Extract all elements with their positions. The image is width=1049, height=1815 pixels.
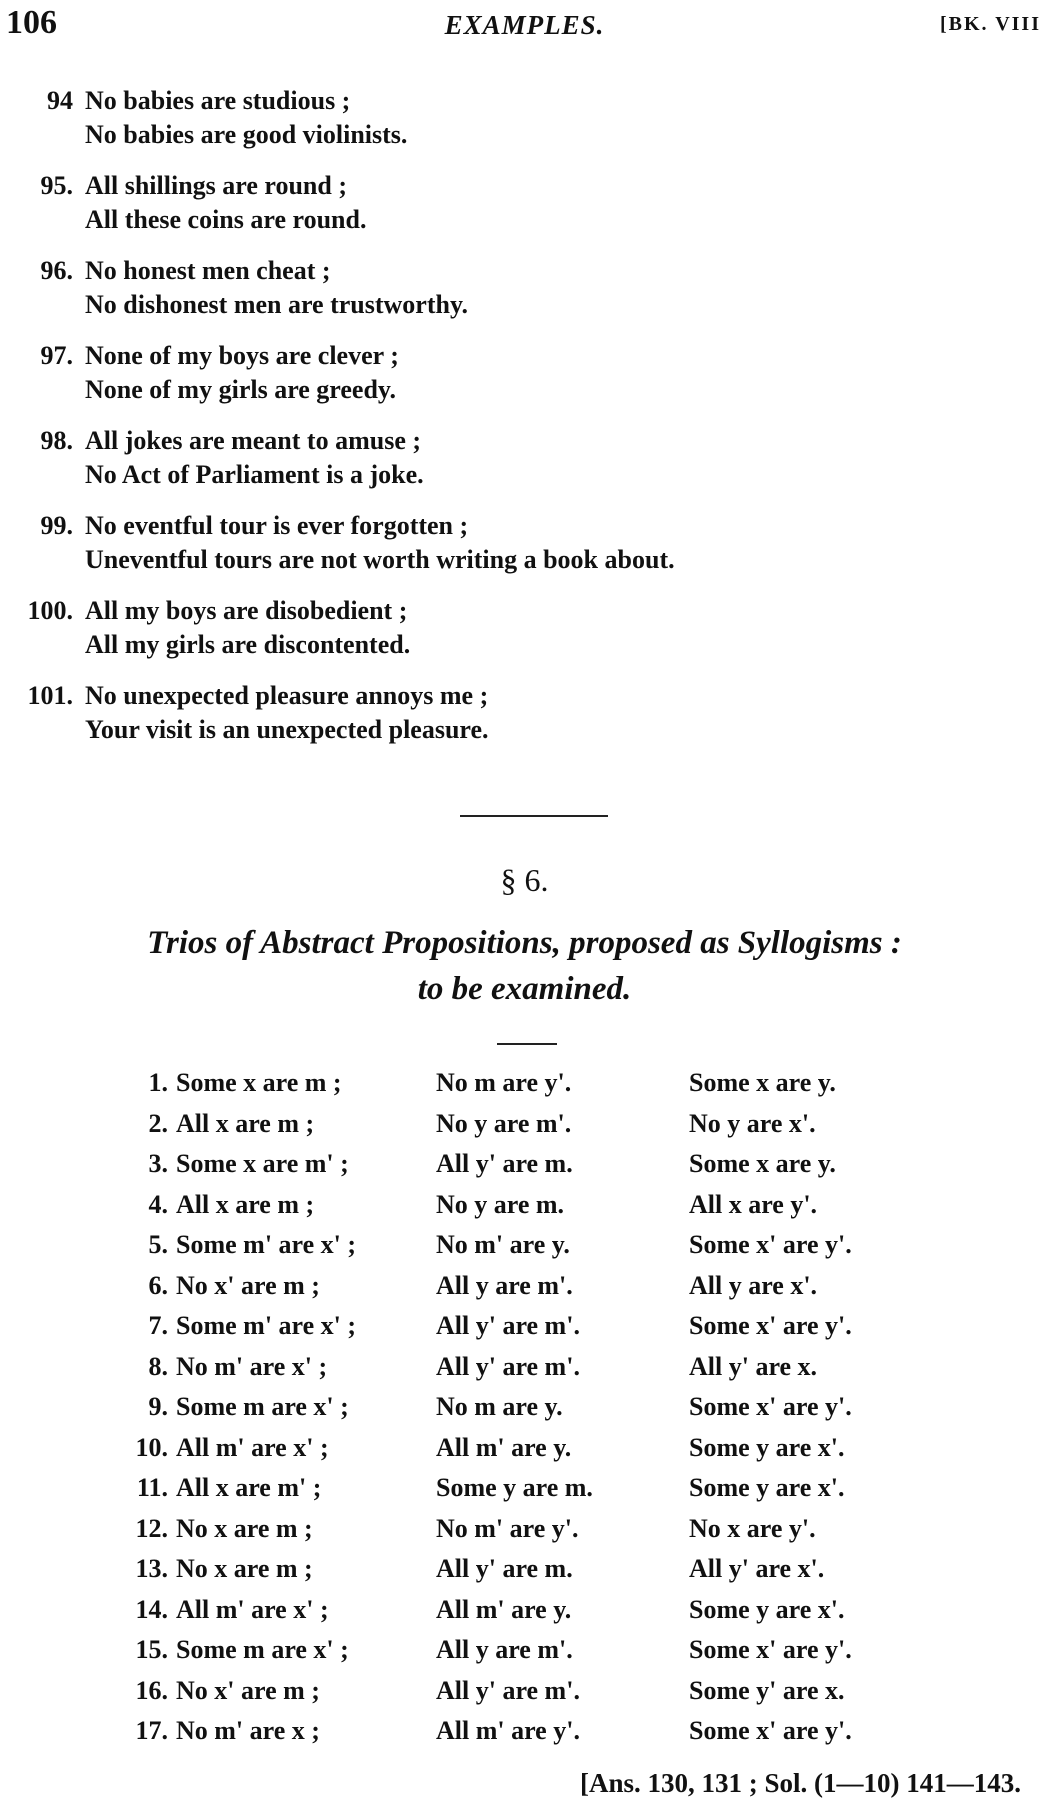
example-item: [0, 169, 1049, 237]
trio-premise-2: All m' are y.: [436, 1594, 572, 1624]
trio-row: [0, 1109, 1049, 1150]
trio-premise-1: No x' are m ;: [176, 1270, 320, 1300]
trio-row: [0, 1473, 1049, 1514]
trio-premise-2: All y' are m'.: [436, 1311, 580, 1340]
trio-number: 10.: [135, 1432, 168, 1462]
premise-line: No dishonest men are trustworthy.: [85, 290, 469, 319]
trio-premise-2: Some y are m.: [436, 1473, 593, 1502]
trio-row: [0, 1230, 1049, 1271]
example-number: 96.: [40, 256, 73, 285]
trio-premise-2: No m are y.: [436, 1392, 563, 1421]
trio-conclusion: All y' are x'.: [689, 1554, 825, 1583]
trio-row: [0, 1433, 1049, 1474]
answers-reference: [Ans. 130, 131 ; Sol. (1—10) 141—143.: [579, 1768, 1021, 1798]
trio-premise-1: No x are m ;: [176, 1554, 313, 1583]
trio-number: 2.: [148, 1108, 168, 1138]
trio-premise-2: No m' are y'.: [436, 1513, 579, 1543]
trio-number: 6.: [148, 1270, 168, 1300]
premise-line: No unexpected pleasure annoys me ;: [85, 681, 489, 710]
trio-conclusion: Some x' are y'.: [689, 1716, 852, 1745]
page-number: 106: [6, 4, 57, 41]
trio-number: 8.: [148, 1351, 168, 1381]
trio-premise-2: All y' are m'.: [436, 1675, 580, 1705]
premise-line: Uneventful tours are not worth writing a book about.: [85, 545, 675, 574]
trio-conclusion: Some y' are x.: [689, 1675, 845, 1705]
trio-premise-1: Some m' are x' ;: [176, 1311, 357, 1340]
page-header: [0, 4, 1049, 48]
trio-premise-2: No y are m'.: [436, 1108, 572, 1138]
trio-premise-2: All y are m'.: [436, 1635, 573, 1664]
trio-number: 16.: [135, 1675, 168, 1705]
trio-number: 15.: [135, 1635, 168, 1664]
example-number: 101.: [27, 681, 73, 710]
trio-row: [0, 1190, 1049, 1231]
trio-premise-1: Some x are m ;: [176, 1068, 342, 1097]
trio-conclusion: All x are y'.: [689, 1189, 818, 1219]
example-item: [0, 339, 1049, 407]
premise-line: None of my boys are clever ;: [85, 341, 399, 370]
section-title-line-1: Trios of Abstract Propositions, proposed as Syllogisms :: [147, 925, 902, 961]
trio-premise-1: Some m are x' ;: [176, 1635, 349, 1664]
trio-row: [0, 1149, 1049, 1190]
trio-conclusion: Some x' are y'.: [689, 1311, 852, 1340]
trio-conclusion: No x are y'.: [689, 1513, 816, 1543]
example-number: 94: [47, 86, 73, 115]
premise-line: No honest men cheat ;: [85, 256, 331, 285]
trio-number: 3.: [148, 1149, 168, 1178]
trio-row: [0, 1554, 1049, 1595]
example-premises: [85, 424, 424, 492]
premise-line: All jokes are meant to amuse ;: [85, 426, 422, 455]
trio-conclusion: All y are x'.: [689, 1270, 818, 1300]
premise-line: All these coins are round.: [85, 205, 367, 234]
trio-premise-1: No x are m ;: [176, 1513, 313, 1543]
trio-premise-2: All y' are m.: [436, 1554, 573, 1583]
example-item: [0, 594, 1049, 662]
premise-line: All shillings are round ;: [85, 171, 347, 200]
trio-number: 5.: [148, 1230, 168, 1259]
section-divider: [460, 815, 608, 817]
trio-premise-1: Some m are x' ;: [176, 1392, 349, 1421]
trio-premise-1: Some x are m' ;: [176, 1149, 349, 1178]
example-premises: [85, 594, 410, 662]
trio-premise-1: No m' are x' ;: [176, 1351, 328, 1381]
trio-conclusion: Some x are y.: [689, 1149, 836, 1178]
trio-row: [0, 1635, 1049, 1676]
trio-premise-2: All y' are m.: [436, 1149, 573, 1178]
trio-row: [0, 1068, 1049, 1109]
trio-premise-1: All x are m ;: [176, 1189, 315, 1219]
example-item: [0, 84, 1049, 152]
trio-number: 7.: [148, 1311, 168, 1340]
trio-premise-2: No m' are y.: [436, 1230, 570, 1259]
trio-row: [0, 1352, 1049, 1393]
premise-line: No Act of Parliament is a joke.: [85, 460, 424, 489]
trio-conclusion: Some x' are y'.: [689, 1392, 852, 1421]
trio-premise-2: All m' are y'.: [436, 1716, 580, 1745]
trio-row: [0, 1716, 1049, 1757]
trio-conclusion: Some x' are y'.: [689, 1230, 852, 1259]
trio-row: [0, 1676, 1049, 1717]
example-number: 97.: [40, 341, 73, 370]
trio-premise-2: No y are m.: [436, 1189, 565, 1219]
examples-list: [0, 84, 1049, 764]
trio-number: 9.: [148, 1392, 168, 1421]
trio-conclusion: All y' are x.: [689, 1351, 818, 1381]
premise-line: All my girls are discontented.: [85, 630, 411, 659]
trio-row: [0, 1595, 1049, 1636]
example-premises: [85, 169, 366, 237]
premise-line: None of my girls are greedy.: [85, 375, 396, 404]
premise-line: No babies are good violinists.: [85, 120, 408, 149]
trio-premise-2: All m' are y.: [436, 1432, 572, 1462]
example-item: [0, 424, 1049, 492]
title-divider: [497, 1043, 557, 1045]
premise-line: All my boys are disobedient ;: [85, 596, 408, 625]
trio-premise-1: All m' are x' ;: [176, 1594, 329, 1624]
trio-premise-1: No x' are m ;: [176, 1675, 320, 1705]
example-number: 99.: [40, 511, 73, 540]
example-item: [0, 679, 1049, 747]
trio-conclusion: Some y are x'.: [689, 1473, 845, 1502]
section-number: § 6.: [500, 862, 549, 898]
premise-line: Your visit is an unexpected pleasure.: [85, 715, 489, 744]
trio-number: 17.: [135, 1716, 168, 1745]
trio-number: 1.: [148, 1068, 168, 1097]
trio-premise-1: All x are m' ;: [176, 1473, 322, 1502]
section-title-line-2: to be examined.: [417, 971, 632, 1007]
trio-conclusion: Some x' are y'.: [689, 1635, 852, 1664]
trio-number: 12.: [135, 1513, 168, 1543]
example-premises: [85, 339, 399, 407]
book-reference: [BK. VIII: [940, 13, 1041, 35]
running-title: EXAMPLES.: [444, 10, 605, 40]
example-number: 98.: [40, 426, 73, 455]
trio-conclusion: Some x are y.: [689, 1068, 836, 1097]
section-title: [0, 920, 1049, 1012]
trio-premise-1: All x are m ;: [176, 1108, 315, 1138]
trio-row: [0, 1271, 1049, 1312]
premise-line: No babies are studious ;: [85, 86, 351, 115]
trio-conclusion: Some y are x'.: [689, 1432, 845, 1462]
trio-number: 11.: [136, 1473, 168, 1502]
example-premises: [85, 679, 489, 747]
trio-premise-2: All y' are m'.: [436, 1351, 580, 1381]
premise-line: No eventful tour is ever forgotten ;: [85, 511, 469, 540]
trios-table: [0, 1068, 1049, 1757]
example-premises: [85, 254, 468, 322]
example-premises: [85, 84, 407, 152]
trio-row: [0, 1311, 1049, 1352]
trio-row: [0, 1514, 1049, 1555]
trio-number: 13.: [135, 1554, 168, 1583]
trio-conclusion: Some y are x'.: [689, 1594, 845, 1624]
trio-premise-1: No m' are x ;: [176, 1716, 320, 1745]
trio-number: 4.: [148, 1189, 168, 1219]
trio-premise-1: Some m' are x' ;: [176, 1230, 357, 1259]
trio-conclusion: No y are x'.: [689, 1108, 816, 1138]
trio-premise-2: All y are m'.: [436, 1270, 573, 1300]
example-premises: [85, 509, 675, 577]
example-number: 100.: [27, 596, 73, 625]
trio-number: 14.: [135, 1594, 168, 1624]
example-item: [0, 254, 1049, 322]
trio-row: [0, 1392, 1049, 1433]
example-number: 95.: [40, 171, 73, 200]
example-item: [0, 509, 1049, 577]
trio-premise-2: No m are y'.: [436, 1068, 572, 1097]
trio-premise-1: All m' are x' ;: [176, 1432, 329, 1462]
